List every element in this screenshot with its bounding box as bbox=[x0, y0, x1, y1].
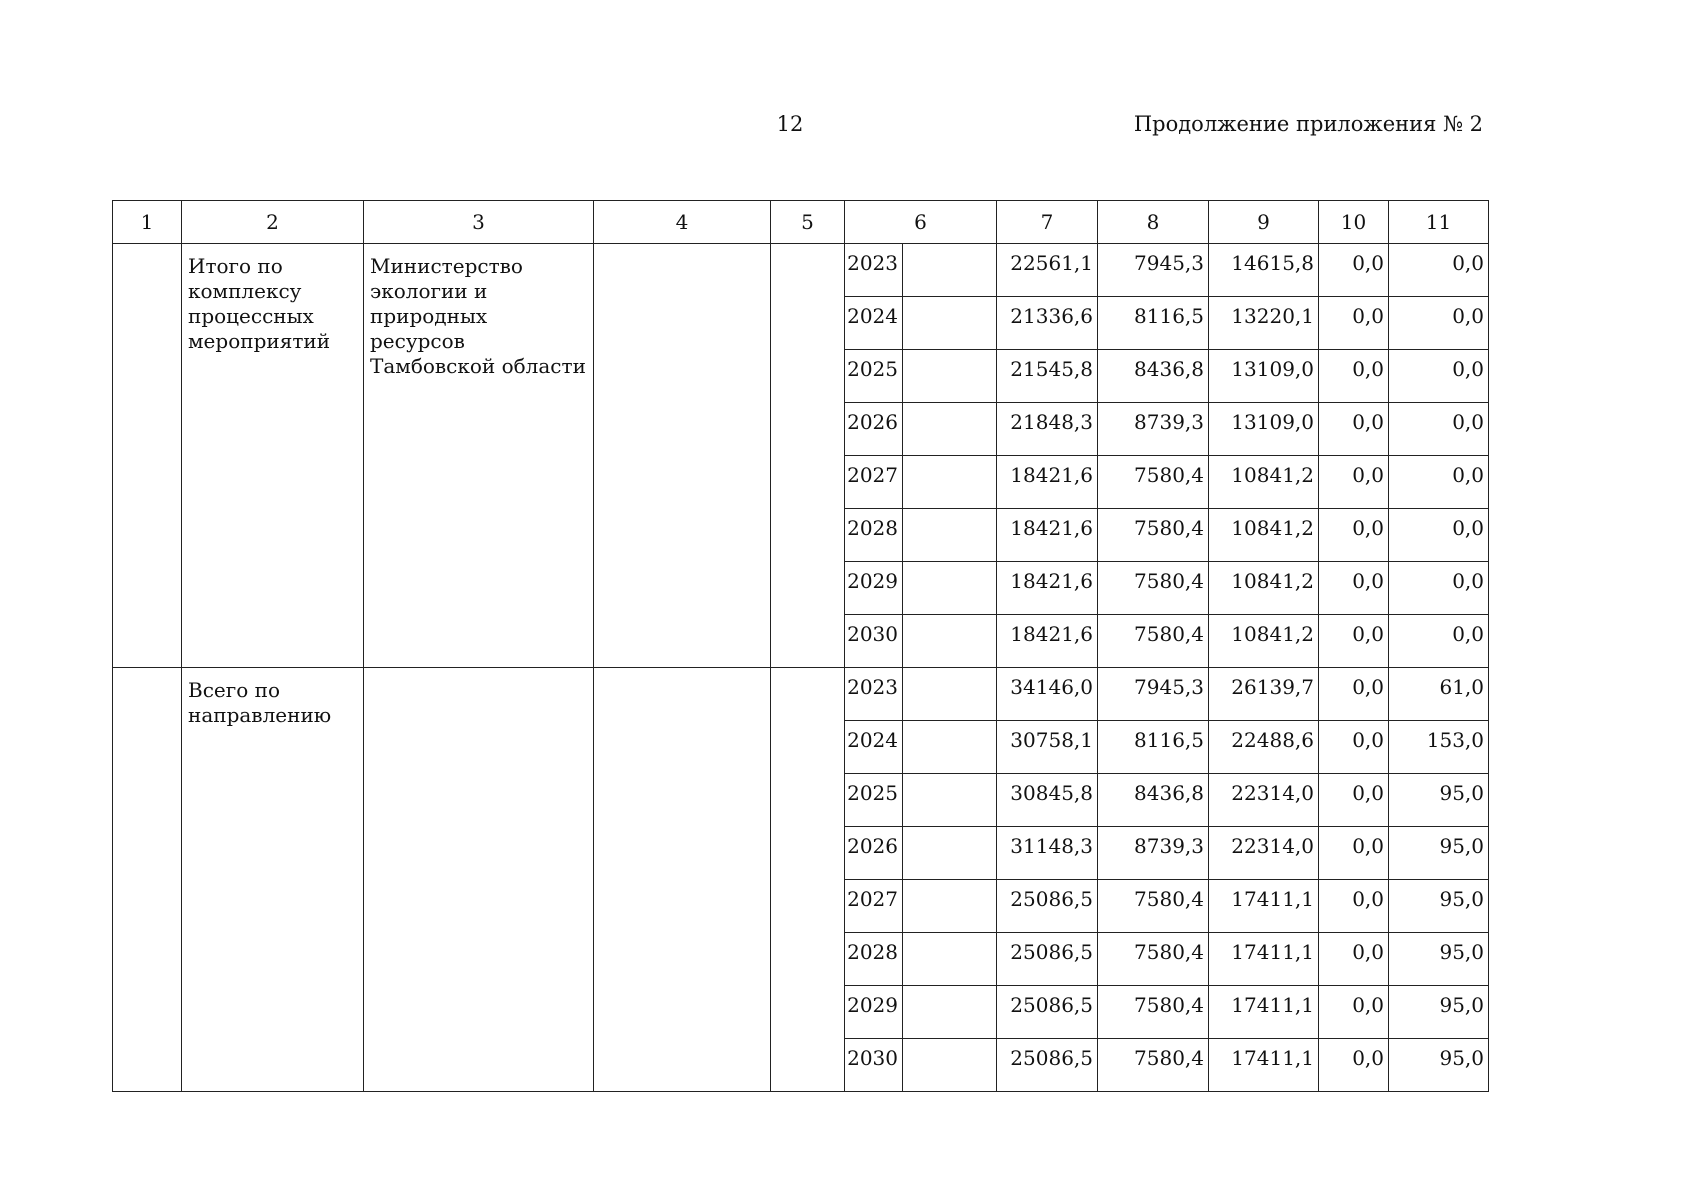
col11-value: 95,0 bbox=[1389, 1039, 1489, 1092]
col10-value: 0,0 bbox=[1319, 562, 1389, 615]
table-row bbox=[113, 244, 1489, 297]
col11-value: 61,0 bbox=[1389, 668, 1489, 721]
column-header: 9 bbox=[1209, 201, 1319, 244]
total-cell: 21545,8 bbox=[997, 350, 1098, 403]
col9-value: 14615,8 bbox=[1209, 244, 1319, 297]
col6-empty-cell bbox=[903, 827, 997, 880]
col10-value: 0,0 bbox=[1319, 827, 1389, 880]
col6-empty-cell bbox=[903, 562, 997, 615]
col6-empty-cell bbox=[903, 668, 997, 721]
col9-value: 17411,1 bbox=[1209, 986, 1319, 1039]
year-cell: 2030 bbox=[845, 615, 903, 668]
col10-value: 0,0 bbox=[1319, 297, 1389, 350]
col9-value: 10841,2 bbox=[1209, 509, 1319, 562]
year-cell: 2026 bbox=[845, 827, 903, 880]
col10-value: 0,0 bbox=[1319, 933, 1389, 986]
column-header: 4 bbox=[594, 201, 771, 244]
year-cell: 2029 bbox=[845, 562, 903, 615]
col8-value: 7945,3 bbox=[1098, 244, 1209, 297]
col9-value: 17411,1 bbox=[1209, 1039, 1319, 1092]
col11-value: 95,0 bbox=[1389, 827, 1489, 880]
col9-value: 10841,2 bbox=[1209, 562, 1319, 615]
col11-value: 153,0 bbox=[1389, 721, 1489, 774]
col10-value: 0,0 bbox=[1319, 986, 1389, 1039]
column-header: 7 bbox=[997, 201, 1098, 244]
col6-empty-cell bbox=[903, 880, 997, 933]
column-header: 2 bbox=[182, 201, 364, 244]
column-header: 11 bbox=[1389, 201, 1489, 244]
total-cell: 21336,6 bbox=[997, 297, 1098, 350]
col8-value: 7580,4 bbox=[1098, 986, 1209, 1039]
total-cell: 18421,6 bbox=[997, 456, 1098, 509]
total-cell: 30845,8 bbox=[997, 774, 1098, 827]
col9-value: 13220,1 bbox=[1209, 297, 1319, 350]
year-cell: 2026 bbox=[845, 403, 903, 456]
total-cell: 18421,6 bbox=[997, 509, 1098, 562]
section-label: Всего по направлению bbox=[182, 668, 364, 1092]
col8-value: 7945,3 bbox=[1098, 668, 1209, 721]
year-cell: 2023 bbox=[845, 668, 903, 721]
col10-value: 0,0 bbox=[1319, 615, 1389, 668]
col6-empty-cell bbox=[903, 297, 997, 350]
year-cell: 2025 bbox=[845, 774, 903, 827]
total-cell: 25086,5 bbox=[997, 880, 1098, 933]
total-cell: 34146,0 bbox=[997, 668, 1098, 721]
column-header: 5 bbox=[771, 201, 845, 244]
col6-empty-cell bbox=[903, 244, 997, 297]
col11-value: 95,0 bbox=[1389, 774, 1489, 827]
col11-value: 0,0 bbox=[1389, 615, 1489, 668]
column-header: 3 bbox=[364, 201, 594, 244]
page-number: 12 bbox=[776, 112, 804, 136]
year-cell: 2027 bbox=[845, 880, 903, 933]
section-label: Итого по комплексу процессных мероприятий bbox=[182, 244, 364, 668]
col6-empty-cell bbox=[903, 615, 997, 668]
year-cell: 2028 bbox=[845, 933, 903, 986]
year-cell: 2029 bbox=[845, 986, 903, 1039]
column-header: 8 bbox=[1098, 201, 1209, 244]
col6-empty-cell bbox=[903, 1039, 997, 1092]
col10-value: 0,0 bbox=[1319, 668, 1389, 721]
col8-value: 7580,4 bbox=[1098, 562, 1209, 615]
total-cell: 25086,5 bbox=[997, 933, 1098, 986]
col11-value: 95,0 bbox=[1389, 986, 1489, 1039]
col9-value: 17411,1 bbox=[1209, 933, 1319, 986]
col6-empty-cell bbox=[903, 774, 997, 827]
col11-value: 0,0 bbox=[1389, 509, 1489, 562]
total-cell: 25086,5 bbox=[997, 986, 1098, 1039]
col10-value: 0,0 bbox=[1319, 774, 1389, 827]
col8-value: 8116,5 bbox=[1098, 297, 1209, 350]
col10-value: 0,0 bbox=[1319, 509, 1389, 562]
col8-value: 8739,3 bbox=[1098, 827, 1209, 880]
col11-value: 0,0 bbox=[1389, 297, 1489, 350]
col6-empty-cell bbox=[903, 986, 997, 1039]
col11-value: 95,0 bbox=[1389, 880, 1489, 933]
col10-value: 0,0 bbox=[1319, 721, 1389, 774]
col10-value: 0,0 bbox=[1319, 244, 1389, 297]
col6-empty-cell bbox=[903, 350, 997, 403]
year-cell: 2024 bbox=[845, 297, 903, 350]
col8-value: 7580,4 bbox=[1098, 1039, 1209, 1092]
col6-empty-cell bbox=[903, 933, 997, 986]
col6-empty-cell bbox=[903, 456, 997, 509]
col9-value: 17411,1 bbox=[1209, 880, 1319, 933]
col8-value: 7580,4 bbox=[1098, 509, 1209, 562]
year-cell: 2028 bbox=[845, 509, 903, 562]
col5-cell bbox=[771, 244, 845, 668]
year-cell: 2025 bbox=[845, 350, 903, 403]
col11-value: 0,0 bbox=[1389, 350, 1489, 403]
col8-value: 7580,4 bbox=[1098, 880, 1209, 933]
responsible-executor bbox=[364, 668, 594, 1092]
col10-value: 0,0 bbox=[1319, 456, 1389, 509]
col9-value: 10841,2 bbox=[1209, 456, 1319, 509]
column-number-row bbox=[113, 201, 1489, 244]
col11-value: 0,0 bbox=[1389, 403, 1489, 456]
col5-cell bbox=[771, 668, 845, 1092]
year-cell: 2030 bbox=[845, 1039, 903, 1092]
total-cell: 31148,3 bbox=[997, 827, 1098, 880]
col10-value: 0,0 bbox=[1319, 1039, 1389, 1092]
col9-value: 22314,0 bbox=[1209, 774, 1319, 827]
col8-value: 7580,4 bbox=[1098, 456, 1209, 509]
col8-value: 8436,8 bbox=[1098, 774, 1209, 827]
col10-value: 0,0 bbox=[1319, 403, 1389, 456]
year-cell: 2024 bbox=[845, 721, 903, 774]
col9-value: 13109,0 bbox=[1209, 350, 1319, 403]
appendix-table bbox=[112, 200, 1489, 1092]
col8-value: 8436,8 bbox=[1098, 350, 1209, 403]
column-header: 1 bbox=[113, 201, 182, 244]
col9-value: 22314,0 bbox=[1209, 827, 1319, 880]
col8-value: 7580,4 bbox=[1098, 933, 1209, 986]
total-cell: 18421,6 bbox=[997, 562, 1098, 615]
col9-value: 26139,7 bbox=[1209, 668, 1319, 721]
col4-cell bbox=[594, 668, 771, 1092]
col6-empty-cell bbox=[903, 403, 997, 456]
col11-value: 0,0 bbox=[1389, 562, 1489, 615]
total-cell: 25086,5 bbox=[997, 1039, 1098, 1092]
column-header: 10 bbox=[1319, 201, 1389, 244]
col1-cell bbox=[113, 244, 182, 668]
total-cell: 21848,3 bbox=[997, 403, 1098, 456]
col10-value: 0,0 bbox=[1319, 880, 1389, 933]
col11-value: 0,0 bbox=[1389, 244, 1489, 297]
responsible-executor: Министерство экологии и природных ресурсов Тамбовской области bbox=[364, 244, 594, 668]
col11-value: 0,0 bbox=[1389, 456, 1489, 509]
col9-value: 22488,6 bbox=[1209, 721, 1319, 774]
col8-value: 7580,4 bbox=[1098, 615, 1209, 668]
col6-empty-cell bbox=[903, 721, 997, 774]
total-cell: 30758,1 bbox=[997, 721, 1098, 774]
col8-value: 8116,5 bbox=[1098, 721, 1209, 774]
column-header: 6 bbox=[845, 201, 997, 244]
table-row bbox=[113, 668, 1489, 721]
total-cell: 18421,6 bbox=[997, 615, 1098, 668]
col6-empty-cell bbox=[903, 509, 997, 562]
col4-cell bbox=[594, 244, 771, 668]
year-cell: 2027 bbox=[845, 456, 903, 509]
col8-value: 8739,3 bbox=[1098, 403, 1209, 456]
col9-value: 13109,0 bbox=[1209, 403, 1319, 456]
col10-value: 0,0 bbox=[1319, 350, 1389, 403]
col9-value: 10841,2 bbox=[1209, 615, 1319, 668]
year-cell: 2023 bbox=[845, 244, 903, 297]
continuation-note: Продолжение приложения № 2 bbox=[1133, 112, 1483, 136]
col11-value: 95,0 bbox=[1389, 933, 1489, 986]
total-cell: 22561,1 bbox=[997, 244, 1098, 297]
col1-cell bbox=[113, 668, 182, 1092]
